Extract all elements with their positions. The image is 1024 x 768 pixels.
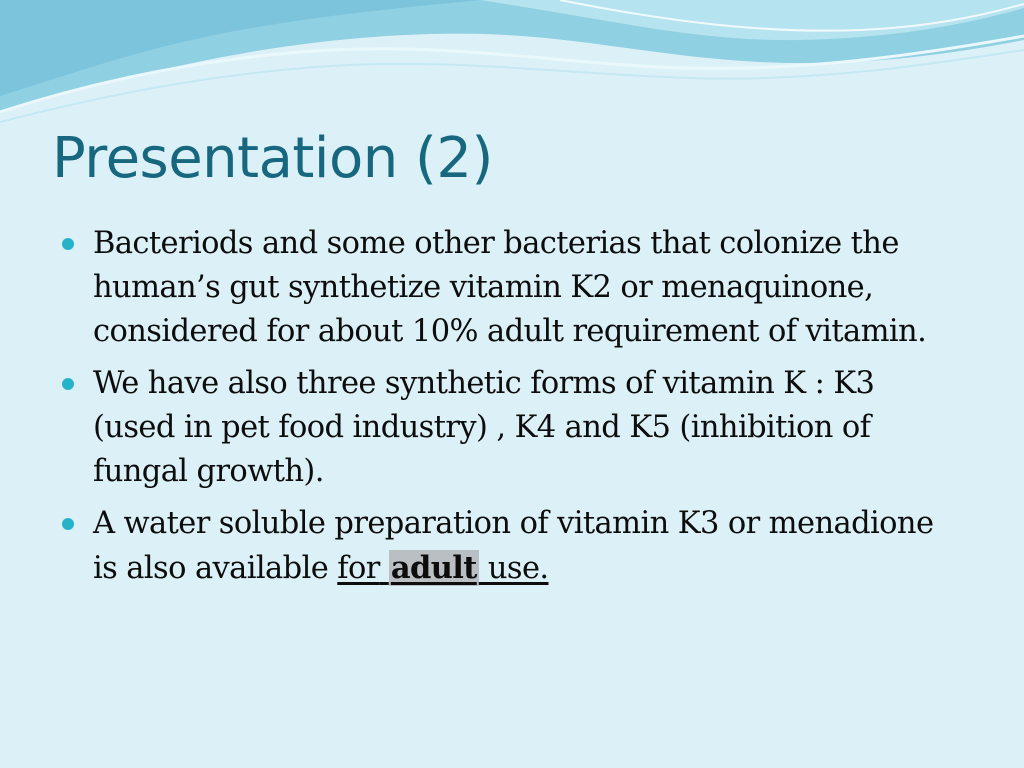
- slide-title: Presentation (2): [52, 126, 493, 191]
- bullet-dot-icon: [62, 518, 74, 530]
- bullet-item: [62, 362, 962, 494]
- bullet-text: We have also three synthetic forms of vitamin K : K3 (used in pet food industry) , K4 and K5 (inhibition of fungal growth).: [93, 366, 875, 489]
- header-wave-decoration: [0, 0, 1024, 130]
- bullet-text: A water soluble preparation of vitamin K3 or menadione is also available: [93, 506, 934, 586]
- bullet-item: [62, 222, 962, 354]
- underlined-text: for: [337, 551, 380, 586]
- underlined-text: use.: [478, 551, 549, 586]
- underlined-space: [380, 551, 389, 586]
- bullet-dot-icon: [62, 238, 74, 250]
- bullet-dot-icon: [62, 378, 74, 390]
- bullet-list: [62, 222, 962, 599]
- highlighted-word: adult: [390, 550, 477, 586]
- bullet-text: Bacteriods and some other bacterias that colonize the human’s gut synthetize vitamin K2 or menaquinone, considered for about 10% adult requirement of vitamin.: [93, 226, 927, 349]
- bullet-item: [62, 502, 962, 591]
